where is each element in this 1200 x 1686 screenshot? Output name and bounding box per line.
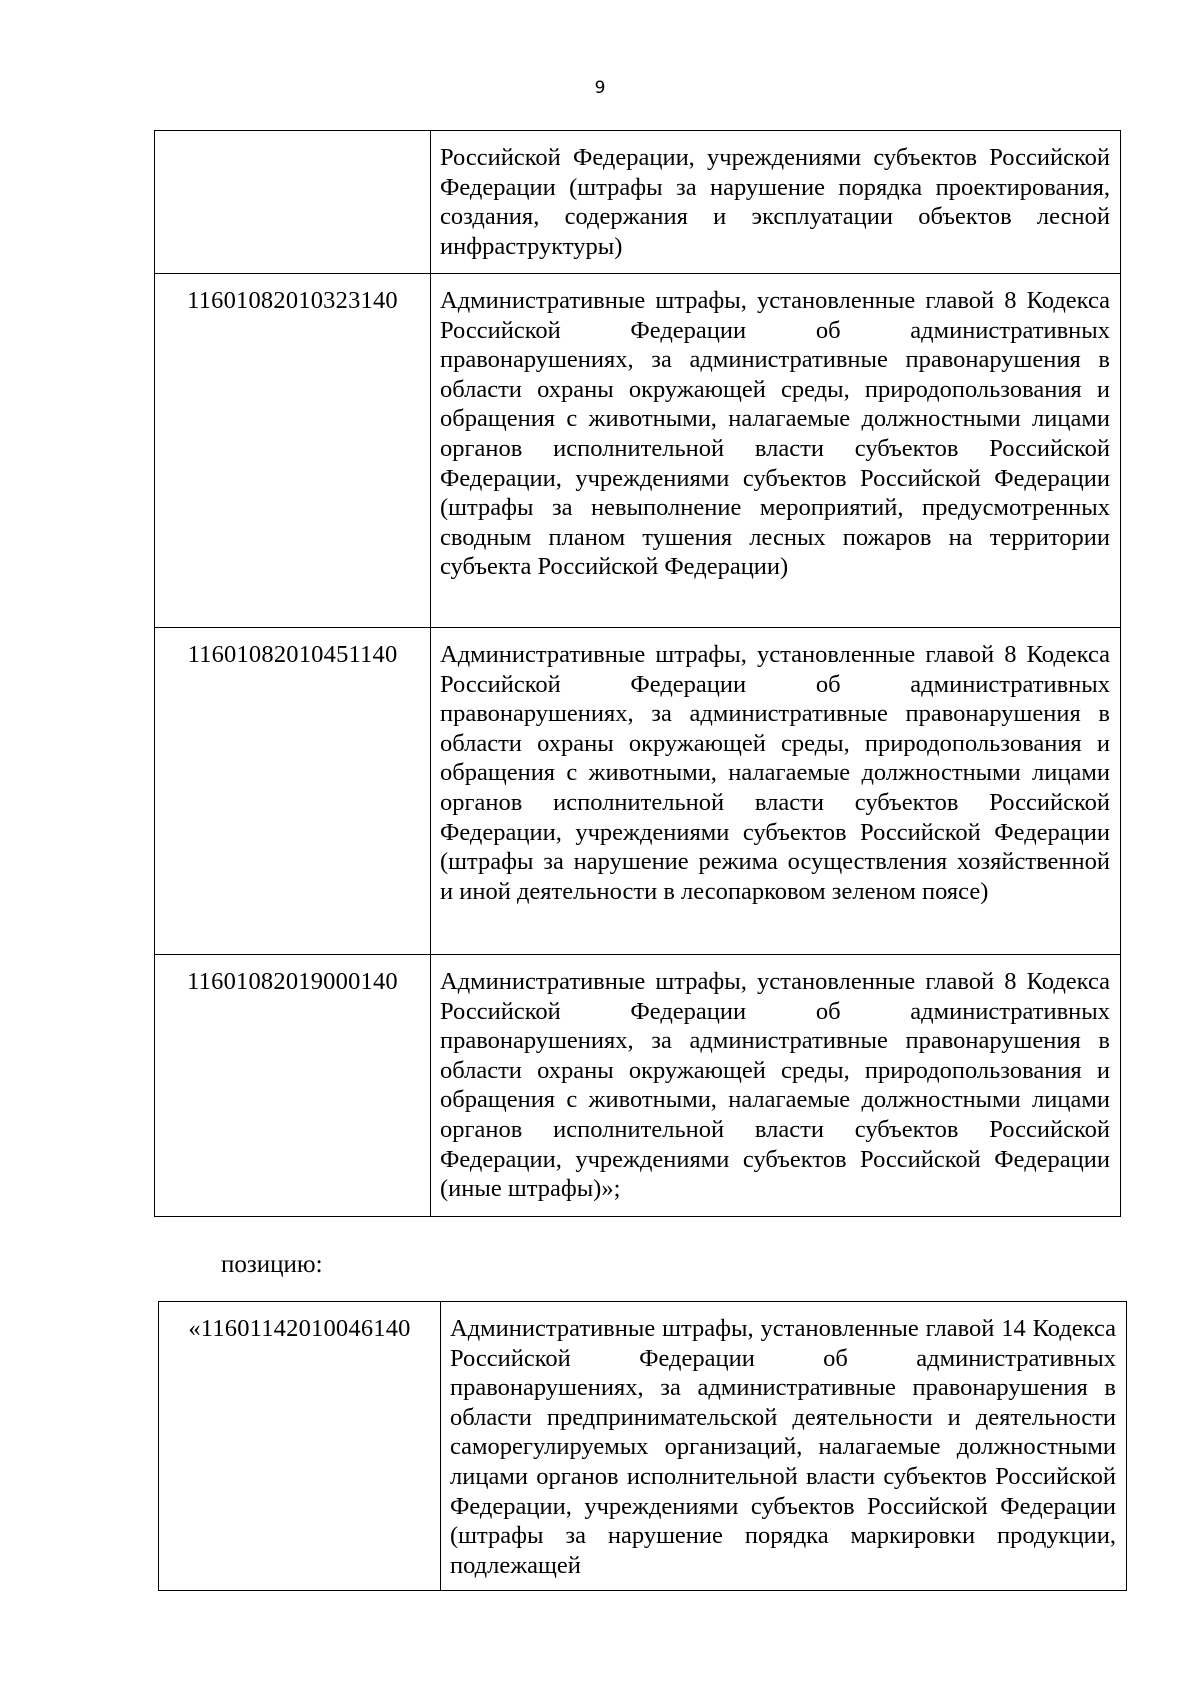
code-cell: 11601082019000140 xyxy=(155,955,431,1217)
description-cell: Административные штрафы, установленные главой 14 Кодекса Российской Федерации об административных правонарушениях, за административные правонарушения в области предпринимательской деятельности и деятельности саморегулируемых организаций, налагаемые должностными лицами органов исполнительной власти субъектов Российской Федерации, учреждениями субъектов Российской Федерации (штрафы за нарушение порядка маркировки продукции, подлежащей xyxy=(441,1302,1127,1591)
description-cell: Административные штрафы, установленные главой 8 Кодекса Российской Федерации об административных правонарушениях, за административные правонарушения в области охраны окружающей среды, природопользования и обращения с животными, налагаемые должностными лицами органов исполнительной власти субъектов Российской Федерации, учреждениями субъектов Российской Федерации (иные штрафы)»; xyxy=(431,955,1121,1217)
position-heading: позицию: xyxy=(221,1251,323,1278)
code-cell: 11601082010323140 xyxy=(155,274,431,628)
table-row xyxy=(155,955,1121,1217)
table-row xyxy=(159,1302,1127,1591)
page-number: 9 xyxy=(594,78,606,98)
code-cell xyxy=(155,131,431,274)
budget-codes-table-new xyxy=(158,1301,1127,1591)
description-cell: Административные штрафы, установленные главой 8 Кодекса Российской Федерации об административных правонарушениях, за административные правонарушения в области охраны окружающей среды, природопользования и обращения с животными, налагаемые должностными лицами органов исполнительной власти субъектов Российской Федерации, учреждениями субъектов Российской Федерации (штрафы за невыполнение мероприятий, предусмотренных сводным планом тушения лесных пожаров на территории субъекта Российской Федерации) xyxy=(431,274,1121,628)
table-row xyxy=(155,274,1121,628)
budget-codes-table xyxy=(154,130,1121,1217)
description-cell: Российской Федерации, учреждениями субъектов Российской Федерации (штрафы за нарушение порядка проектирования, создания, содержания и эксплуатации объектов лесной инфраструктуры) xyxy=(431,131,1121,274)
table-row xyxy=(155,628,1121,955)
table-row xyxy=(155,131,1121,274)
description-cell: Административные штрафы, установленные главой 8 Кодекса Российской Федерации об административных правонарушениях, за административные правонарушения в области охраны окружающей среды, природопользования и обращения с животными, налагаемые должностными лицами органов исполнительной власти субъектов Российской Федерации, учреждениями субъектов Российской Федерации (штрафы за нарушение режима осуществления хозяйственной и иной деятельности в лесопарковом зеленом поясе) xyxy=(431,628,1121,955)
code-cell: «11601142010046140 xyxy=(159,1302,441,1591)
code-cell: 11601082010451140 xyxy=(155,628,431,955)
